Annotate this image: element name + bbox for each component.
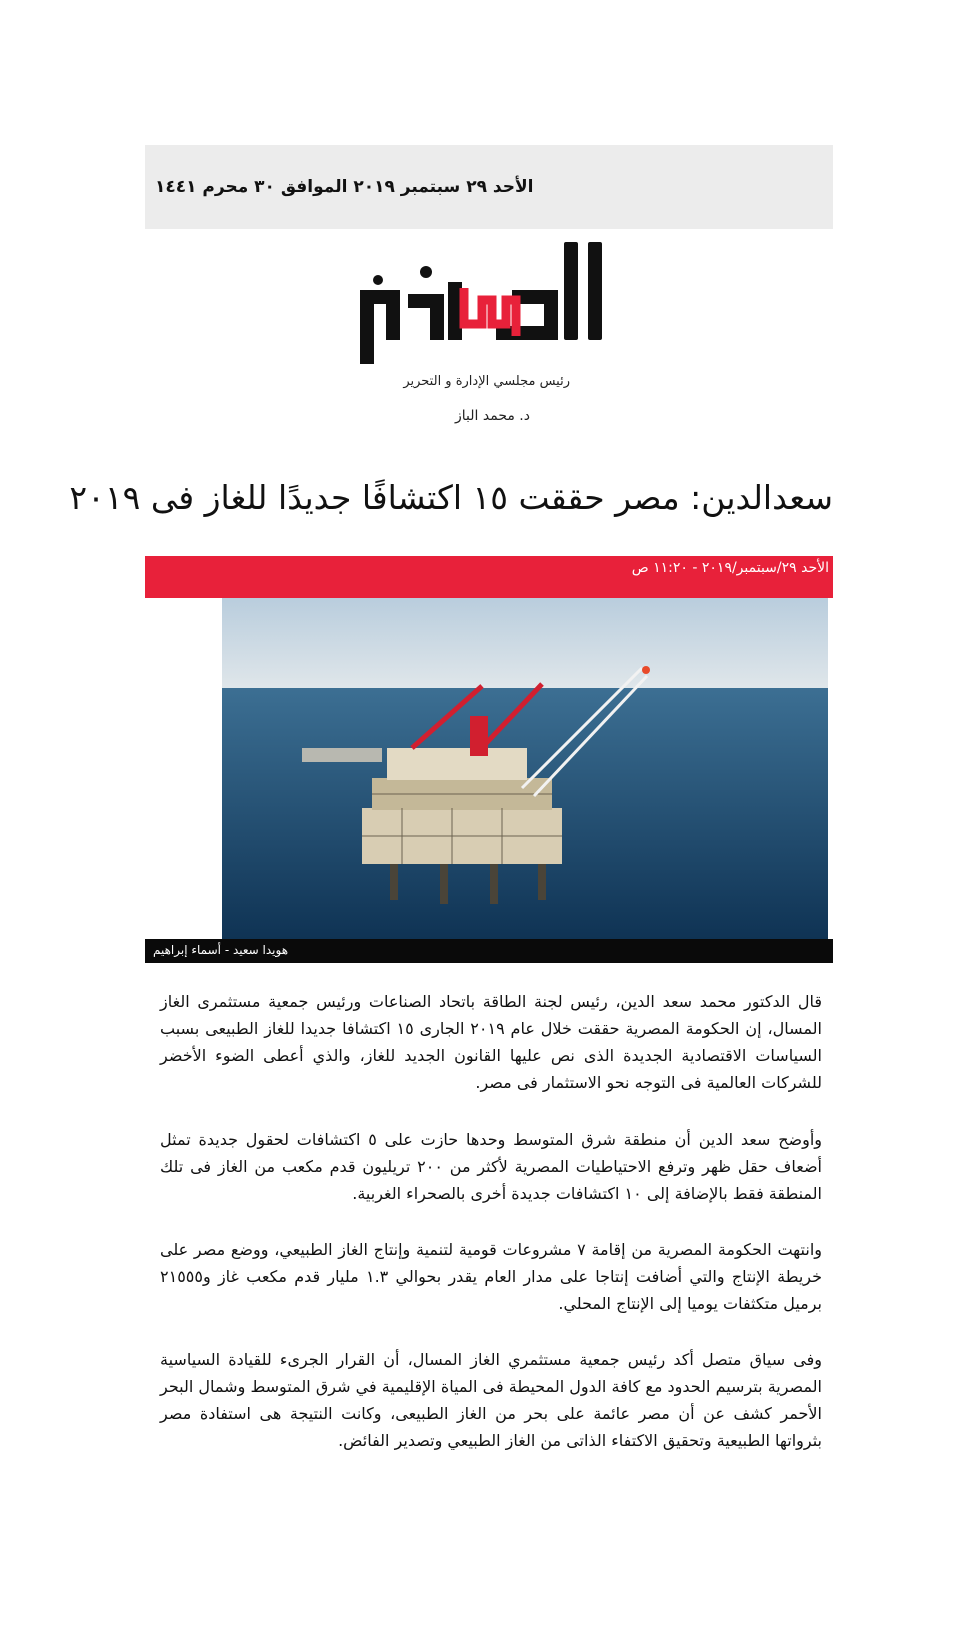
article-paragraph: وأوضح سعد الدين أن منطقة شرق المتوسط وحدها حازت على ٥ اكتشافات لحقول جديدة تمثل أضعاف حقل ظهر وترفع الاحتياطيات المصرية لأكثر من ٢٠٠ تريليون قدم مكعب من الغاز فى تلك المنطقة فقط بالإضافة إلى ١٠ اكتشافات جديدة أخرى بالصحراء الغربية.: [160, 1130, 822, 1203]
editor-role: رئيس مجلسي الإدارة و التحرير: [403, 374, 570, 389]
logo-wordmark: الدستور: [485, 368, 489, 369]
editor-name: د. محمد الباز: [455, 408, 530, 424]
offshore-gas-platform-photo: [222, 598, 828, 939]
article-paragraph: وانتهت الحكومة المصرية من إقامة ٧ مشروعات قومية لتنمية وإنتاج الغاز الطبيعي، ووضع مصر على خريطة الإنتاج والتي أضافت إنتاجا على مدار العام يقدر بحوالي ١.٣ مليار قدم مكعب غاز و٢١٥٥٥ برميل متكثفات يوميا إلى الإنتاج المحلي.: [160, 1240, 823, 1313]
article-headline: سعدالدين: مصر حققت ١٥ اكتشافًا جديدًا للغاز فى ٢٠١٩: [69, 478, 833, 517]
newspaper-logo: [352, 232, 622, 372]
article-paragraph: قال الدكتور محمد سعد الدين، رئيس لجنة الطاقة باتحاد الصناعات ورئيس جمعية مستثمرى الغاز المسال، إن الحكومة المصرية حققت خلال عام ٢٠١٩ الجارى ١٥ اكتشافا جديدا للغاز الطبيعى بسبب السياسات الاقتصادية الجديدة الذى نص عليها القانون الجديد للغاز، والذي أعطى الضوء الأخضر للشركات العالمية فى التوجه نحو الاستثمار فى مصر.: [160, 992, 822, 1092]
article-paragraph: وفى سياق متصل أكد رئيس جمعية مستثمري الغاز المسال، أن القرار الجرىء للقيادة السياسية المصرية بترسيم الحدود مع كافة الدول المحيطة فى المياة الإقليمية في شرق المتوسط وشمال البحر الأحمر كشف عن أن مصر عائمة على بحر من الغاز الطبيعى، وكانت النتيجة هى استفادة مصر بثرواتها الطبيعية وتحقيق الاكتفاء الذاتى من الغاز الطبيعي وتصدير الفائض.: [160, 1350, 822, 1450]
image-caption-bar: [145, 939, 833, 963]
publish-date-bar: [145, 556, 833, 598]
date-header-box: [145, 145, 833, 229]
image-caption: هويدا سعيد - أسماء إبراهيم: [153, 943, 289, 957]
publish-date: الأحد ٢٩/سبتمبر/٢٠١٩ - ١١:٢٠ ص: [631, 560, 829, 576]
date-line: الأحد ٢٩ سبتمبر ٢٠١٩ الموافق ٣٠ محرم ١٤٤١: [155, 177, 534, 197]
